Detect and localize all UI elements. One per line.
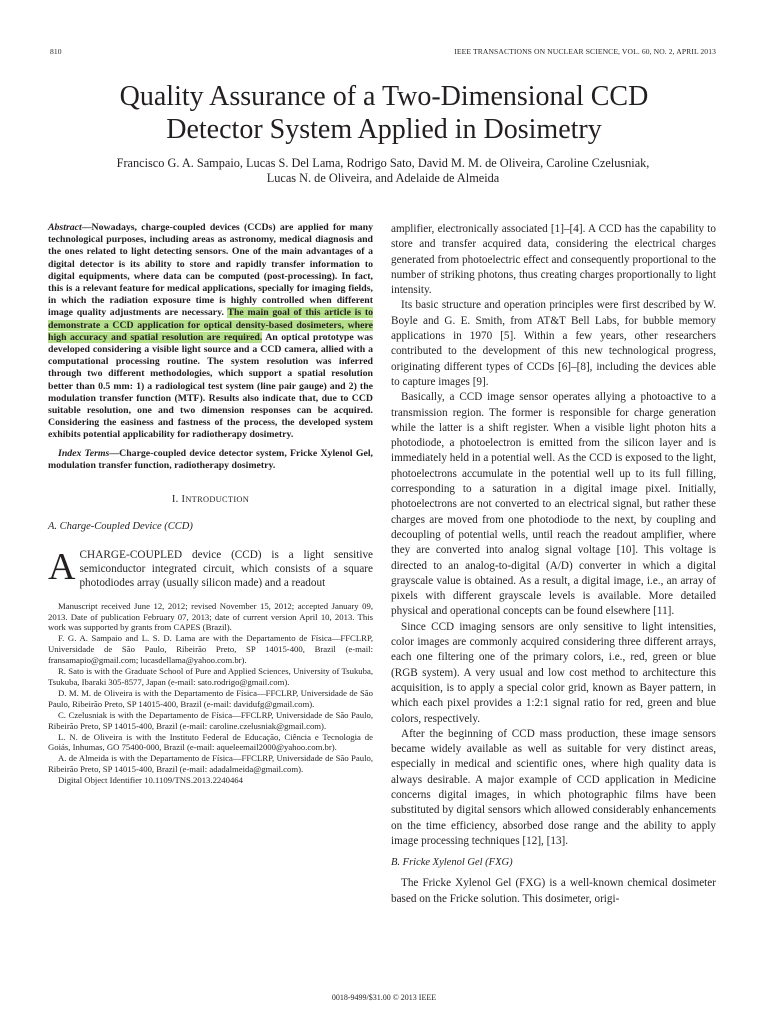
footnote-manuscript: Manuscript received June 12, 2012; revised November 15, 2012; accepted January 09, 2013. Date of publication February 07, 2013; date of current version April 10, 2013. This work was supported by grants from CAPES (Brazil).	[48, 600, 373, 633]
abstract	[48, 222, 373, 442]
body-paragraph: amplifier, electronically associated [1]–[4]. A CCD has the capability to store and transfer acquired data, considering the electrical charges generated from photoelectric effect and consequently proportional to the number of striking photons, thus creating charges proportionally to light intensity.	[391, 223, 716, 297]
footnote-affiliation: A. de Almeida is with the Departamento de Física—FFCLRP, Universidade de São Paulo, Ribeirão Preto, SP 14015-400, Brazil (e-mail: adadalmeida@gmail.com).	[48, 753, 373, 775]
running-header	[50, 47, 716, 59]
subsection-heading-ccd: A. Charge-Coupled Device (CCD)	[48, 521, 193, 533]
footnote-affiliation: F. G. A. Sampaio and L. S. D. Lama are with the Departamento de Física—FFCLRP, Universidade de São Paulo, Ribeirão Preto, SP 14015-400, Brazil (e-mail: fransamapio@gmail.com; lucasdellama@yahoo.com.br).	[48, 633, 373, 666]
index-terms-label: Index Terms	[58, 447, 110, 459]
footnote-affiliation: L. N. de Oliveira is with the Instituto Federal de Educação, Ciência e Tecnologia de Goiás, Inhumas, GO 75400-000, Brazil (e-mail: aqueleemail2000@yahoo.com.br).	[48, 731, 373, 753]
footnote-doi: Digital Object Identifier 10.1109/TNS.2013.2240464	[58, 775, 243, 786]
section-number: I.	[171, 494, 179, 506]
subsection-heading-fxg: B. Fricke Xylenol Gel (FXG)	[391, 857, 513, 869]
intro-caps: CHARGE-COUPLED	[79, 549, 183, 562]
drop-cap: A	[48, 546, 76, 589]
title-line-2: Detector System Applied in Dosimetry	[166, 114, 602, 145]
footnote-affiliation: D. M. M. de Oliveira is with the Departamento de Física—FFCLRP, Universidade de São Paulo, Ribeirão Preto, SP 14015-400, Brazil (e-mail: davidufg@gmail.com).	[48, 687, 373, 709]
section-heading-introduction	[48, 494, 373, 505]
title-line-1: Quality Assurance of a Two-Dimensional CCD	[119, 81, 649, 112]
abstract-highlighted-sentence: The main goal of this article is to demonstrate a CCD application for optical density-based dosimeters, where high accuracy and spatial resolution are required.	[48, 307, 373, 343]
copyright-footer: 0018-9499/$31.00 © 2013 IEEE	[331, 993, 437, 1002]
authors-line-2: Lucas N. de Oliveira, and Adelaide de Almeida	[266, 171, 500, 185]
right-column	[391, 222, 716, 907]
index-terms-dash: —	[109, 447, 120, 459]
index-terms	[48, 448, 373, 472]
paper-title	[40, 80, 728, 146]
body-paragraph: Since CCD imaging sensors are only sensitive to light intensities, color images are commonly acquired considering three different arrays, each one filtering one of the primary colors, i.e., red, green or blue (RGB system). A very usual and low cost method to architecture this acquisition, is to apply a special color grid, known as Bayer pattern, in which each pixel provides a 1:2:1 signal ratio for red, green and blue colors, respectively.	[391, 620, 716, 725]
index-terms-text: Charge-coupled device detector system, Fricke Xylenol Gel, modulation transfer function, radiotherapy dosimetry.	[48, 447, 373, 471]
abstract-text-part-1: Nowadays, charge-coupled devices (CCDs) are applied for many technological purposes, including areas as astronomy, medical diagnosis and the ones related to light detecting sensors. One of the main advantages of a digital detector is its ability to store and rapidly transfer information to digital equipments, where data can be computed (post-processing). In fact, this is a relevant feature for medical applications, specially for imaging fields, in which the radiation exposure time is highly controlled when different image quality adjustments are necessary.	[48, 222, 373, 319]
author-list	[50, 156, 716, 186]
abstract-text-part-2: An optical prototype was developed considering a visible light source and a CCD camera, allied with a computational processing routine. The system resolution was inferred through two different methodologies, which support a spatial resolution better than 0.5 mm: 1) a radiological test system (line pair gauge) and 2) the modulation transfer function (MTF). Results also indicate that, due to CCD suitable resolution, one and two dimension responses can be acquired. Considering the easiness and fastness of the process, the developed system exhibits potential applicability for radiotherapy dosimetry.	[48, 331, 373, 441]
footnote-affiliation: R. Sato is with the Graduate School of Pure and Applied Sciences, University of Tsukuba, Tsukuba, Ibaraki 305-8577, Japan (e-mail: sato.rodrigo@gmail.com).	[48, 666, 373, 688]
section-title-smallcaps: NTRODUCTION	[185, 495, 250, 505]
abstract-label: Abstract	[48, 222, 82, 233]
body-paragraph: Basically, a CCD image sensor operates allying a photoactive to a transmission region. The former is responsible for charge generation while the latter is a shift register. When a visible light photon hits a photodiode, a photoelectron is emitted from the silicon layer and is immediately held in a potential well. As the CCD is exposed to the light, photoelectrons accumulate in the potential well up to its full filling, corresponding to a saturation in a digital image pixel. Initially, photoelectrons are not converted to an electrical signal, but rather these charges are moved from one photodiode to the next, by coupling and decoupling of potential wells, until reach the readout amplifier, where they are converted into analog signal voltage [10]. This voltage is directed to an analog-to-digital (A/D) converter in which a digital grayscale value is obtained. As a result, a digital image, i.e., an array of pixels with different grayscale levels is available. More detailed physical and operational concepts can be found elsewhere [11].	[391, 391, 716, 618]
authors-line-1: Francisco G. A. Sampaio, Lucas S. Del Lama, Rodrigo Sato, David M. M. de Oliveira, Caroline Czelusniak,	[116, 156, 650, 170]
body-paragraph: After the beginning of CCD mass production, these image sensors became widely available as well as suitable for very distinct areas, especially in medical and scientific ones, where high quality data is always desirable. A major example of CCD application in Medicine concerns digital images, in which photographic films have been substituted by digital sensors which allowed considerably enhancements on the time efficiency, absorbed dose range and the ability to apply image processing techniques [12], [13].	[391, 727, 716, 847]
section-title-initial: I	[181, 494, 186, 506]
footnotes	[48, 601, 373, 786]
left-column	[48, 222, 373, 786]
body-paragraph: The Fricke Xylenol Gel (FXG) is a well-known chemical dosimeter based on the Fricke solution. This dosimeter, origi-	[391, 877, 716, 905]
page-number: 810	[50, 47, 62, 56]
footnote-affiliation: C. Czelusniak is with the Departamento de Física—FFCLRP, Universidade de São Paulo, Ribeirão Preto, SP 14015-400, Brazil (e-mail: caroline.czelusniak@gmail.com).	[48, 709, 373, 731]
abstract-dash: —	[81, 222, 92, 233]
intro-text: device (CCD) is a light sensitive semiconductor integrated circuit, which consists of a square photodiodes array (usually silicon made) and a readout	[79, 549, 374, 590]
journal-reference: IEEE TRANSACTIONS ON NUCLEAR SCIENCE, VOL. 60, NO. 2, APRIL 2013	[454, 47, 716, 56]
body-paragraph: Its basic structure and operation principles were first described by W. Boyle and G. E. Smith, from AT&T Bell Labs, for bubble memory applications in 1970 [5]. Within a few years, other researchers contributed to the development of this new technological progress, originating different types of CCDs [6]–[8], including the devices able to capture images [9].	[391, 299, 716, 388]
intro-paragraph	[48, 548, 373, 591]
